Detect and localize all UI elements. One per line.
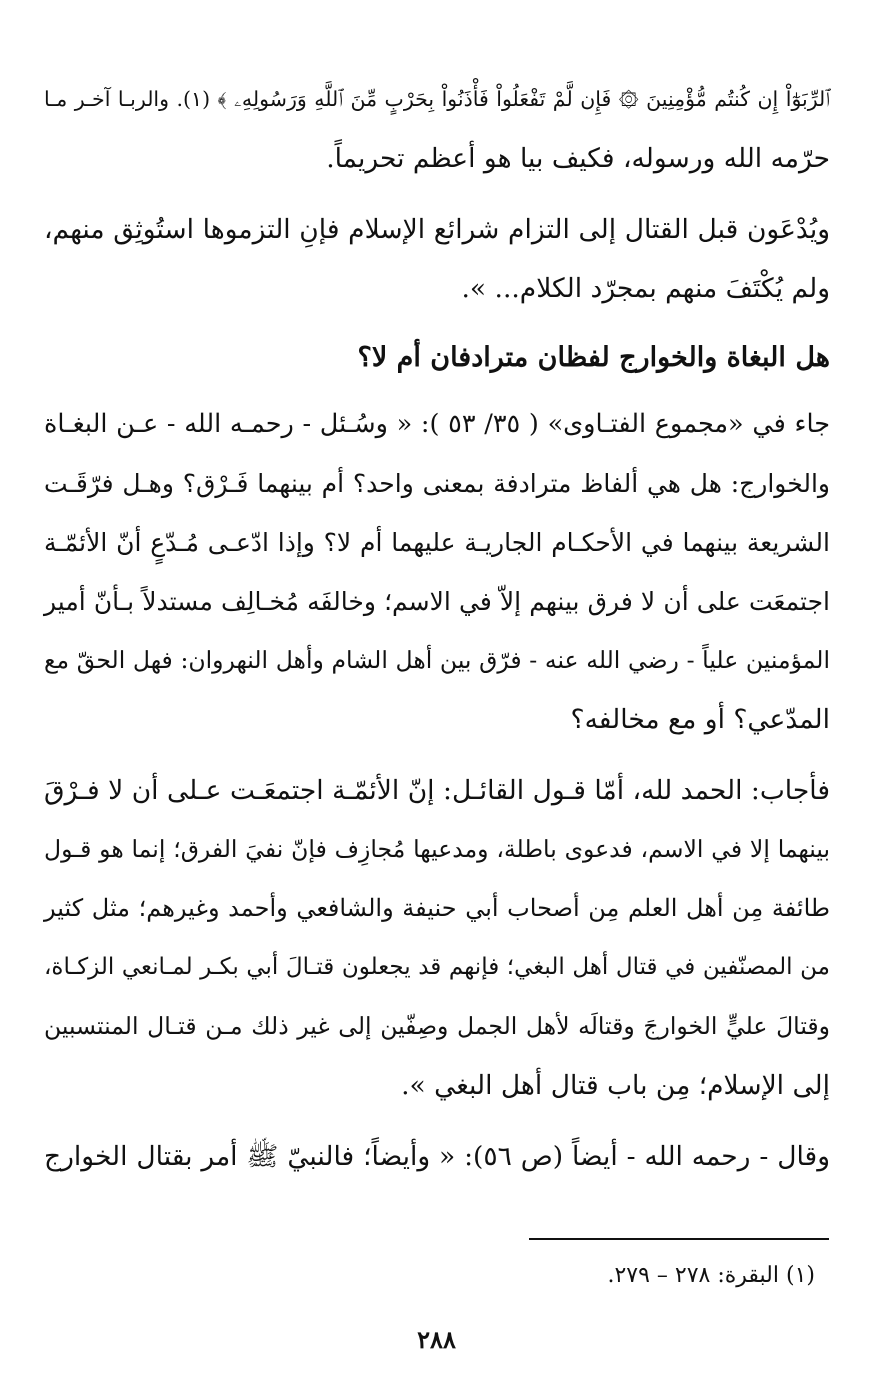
paragraph-continuation [44,1127,830,1186]
text-line: المؤمنين علياً - رضي الله عنه - فرّق بين أهل الشام وأهل النهروان: فهل الحقّ مع [44,646,830,674]
text-line: الشريعة بينهما في الأحكـام الجاريـة عليهما أم لا؟ وإذا ادّعـى مُـدّعٍ أنّ الأئمّـة [44,528,830,557]
paragraph-answer [44,761,830,1115]
footnote: (١) البقرة: ٢٧٨ – ٢٧٩. [607,1263,815,1288]
text-line: ولم يُكْتَفَ منهم بمجرّد الكلام... ». [461,273,830,304]
text-line: حرّمه الله ورسوله، فكيف بيا هو أعظم تحريماً. [326,143,830,174]
footnote-divider [529,1238,829,1240]
paragraph-quran-quote [44,70,830,188]
text-line: جاء في «مجموع الفتـاوى» ( ٣٥/ ٥٣ ): « وسُـئل - رحمـه الله - عـن البغـاة [44,409,830,439]
text-line: ٱلرِّبَوٰٓاْ إِن كُنتُم مُّؤْمِنِينَ ۞ فَإِن لَّمْ تَفْعَلُواْ فَأْذَنُواْ بِحَرْبٍ مِّنَ ٱللَّهِ وَرَسُولِهِۦ ﴾ (١). والربـا آخـر مـا [44,87,830,111]
text-line: اجتمعَت على أن لا فرق بينهم إلاّ في الاسم؛ وخالفَه مُخـالِف مستدلاً بـأنّ أمير [44,587,830,616]
text-line: بينهما إلا في الاسم، فدعوى باطلة، ومدعيها مُجازِف فإنّ نفيَ الفرق؛ إنما هو قـول [44,835,830,863]
section-heading: هل البغاة والخوارج لفظان مترادفان أم لا؟ [357,342,830,373]
text-line: إلى الإسلام؛ مِن باب قتال أهل البغي ». [401,1070,830,1101]
paragraph-gap [44,1115,830,1127]
page-body [44,70,830,1186]
paragraph-gap [44,749,830,761]
text-line: ويُدْعَون قبل القتال إلى التزام شرائع الإسلام فإنِ التزموها استُوثِق منهم، [44,214,830,245]
text-line: والخوارج: هل هي ألفاظ مترادفة بمعنى واحد؟ أم بينهما فَـرْق؟ وهـل فرّقَـت [44,469,830,498]
text-line: فأجاب: الحمد لله، أمّا قـول القائـل: إنّ الأئمّـة اجتمعَـت عـلى أن لا فـرْقَ [44,775,830,806]
paragraph-call-to-islam [44,200,830,318]
page-number: ٢٨٨ [417,1325,456,1354]
text-line: وقتالَ عليٍّ الخوارجَ وقتالَه لأهل الجمل وصِفّين إلى غير ذلك مـن قتـال المنتسبين [44,1012,830,1040]
text-line: من المصنّفين في قتال أهل البغي؛ فإنهم قد يجعلون قتـالَ أبي بكـر لمـانعي الزكـاة، [44,954,830,980]
paragraph-gap [44,188,830,200]
text-line: المدّعي؟ أو مع مخالفه؟ [570,704,830,735]
text-line: وقال - رحمه الله - أيضاً (ص ٥٦): « وأيضاً؛ فالنبيّ ﷺ أمر بقتال الخوارج [44,1141,830,1172]
text-line: طائفة مِن أهل العلم مِن أصحاب أبي حنيفة والشافعي وأحمد وغيرهم؛ مثل كثير [44,894,830,922]
paragraph-question [44,395,830,749]
